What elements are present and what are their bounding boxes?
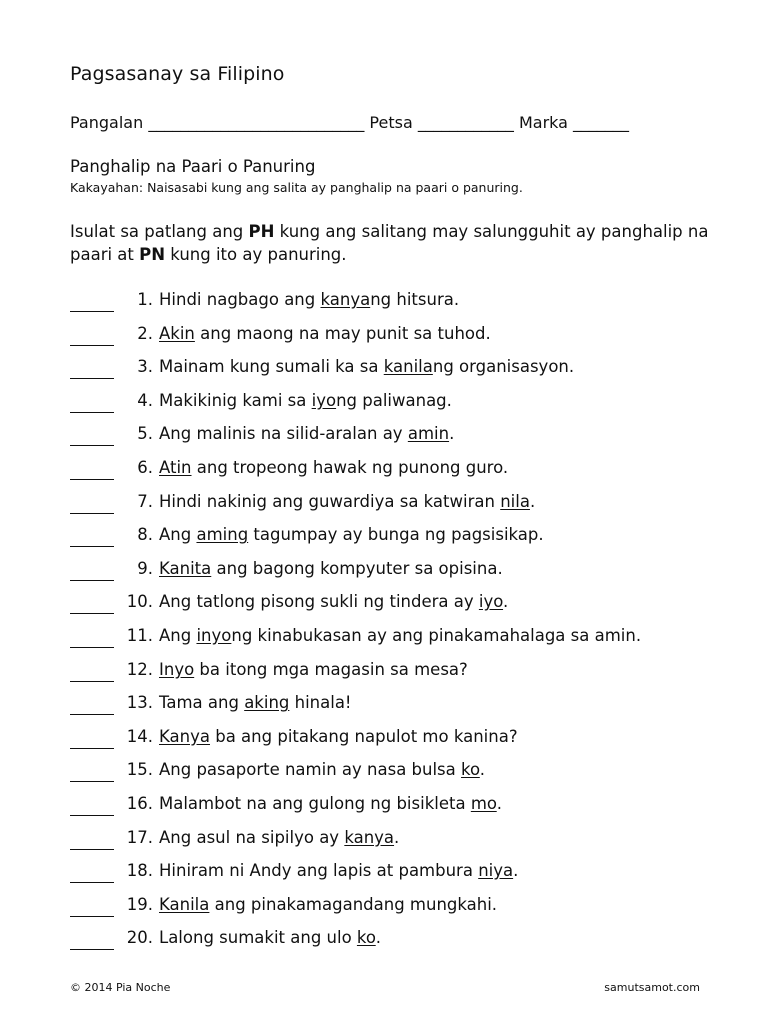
exercise-item [70,357,750,391]
exercise-item [70,391,750,425]
underlined-word: amin [407,424,450,444]
item-number: 14. [126,726,153,746]
item-sentence [159,760,485,779]
sentence-text-before: Ang [159,625,197,645]
answer-blank[interactable] [70,861,114,883]
item-number: 7. [137,491,153,511]
item-number: 15. [126,760,153,780]
answer-blank[interactable] [70,458,114,480]
instructions-text-1: Isulat sa patlang ang [70,222,249,241]
underlined-word: aking [244,693,290,713]
answer-blank[interactable] [70,391,114,413]
sentence-text-after: ang pinakamagandang mungkahi. [209,894,498,914]
answer-blank[interactable] [70,727,114,749]
item-sentence [159,492,535,511]
underlined-word: kanya [320,290,371,309]
item-sentence [159,727,518,746]
page-title: Pagsasanay sa Filipino [70,63,285,85]
answer-blank[interactable] [70,424,114,446]
underlined-word: kanila [383,357,433,377]
item-sentence [159,357,574,376]
section-title: Panghalip na Paari o Panuring [70,157,316,176]
underlined-word: Kanita [159,558,212,578]
exercise-item [70,895,750,929]
sentence-text-before: Ang asul na sipilyo ay [159,827,345,847]
item-sentence [159,828,399,847]
item-sentence [159,592,508,611]
instructions-text-3: kung ito ay panuring. [165,245,347,264]
code-pn: PN [139,245,166,264]
sentence-text-after: hinala! [289,693,352,713]
item-number: 19. [126,894,153,914]
underlined-word: inyo [196,625,232,645]
exercise-item [70,794,750,828]
sentence-text-after: . [375,928,381,948]
skill-description: Kakayahan: Naisasabi kung ang salita ay panghalip na paari o panuring. [70,180,523,195]
sentence-text-before: Ang tatlong pisong sukli ng tindera ay [159,592,479,612]
answer-blank[interactable] [70,324,114,346]
instructions [70,220,710,266]
answer-blank[interactable] [70,290,114,312]
underlined-word: Inyo [159,659,195,679]
sentence-text-after: . [496,793,502,813]
underlined-word: iyo [478,592,504,612]
underlined-word: Kanya [159,726,210,746]
underlined-word: aming [196,525,249,545]
score-label: Marka [518,113,568,132]
answer-blank[interactable] [70,794,114,816]
item-sentence [159,424,454,443]
underlined-word: nila [500,491,530,511]
sentence-text-after: ng organisasyon. [432,357,575,377]
item-sentence [159,693,352,712]
sentence-text-before: Mainam kung sumali ka sa [159,357,384,377]
sentence-text-before: Ang pasaporte namin ay nasa bulsa [159,760,462,780]
underlined-word: kanya [344,827,395,847]
exercise-item [70,928,750,962]
exercise-list [70,290,750,962]
sentence-text-after: tagumpay ay bunga ng pagsisikap. [248,525,544,545]
underlined-word: ko [356,928,376,948]
student-info-line [70,113,629,132]
exercise-item [70,592,750,626]
underlined-word: iyo [311,390,337,410]
exercise-item [70,626,750,660]
exercise-item [70,424,750,458]
item-number: 11. [126,625,153,645]
answer-blank[interactable] [70,828,114,850]
answer-blank[interactable] [70,357,114,379]
sentence-text-after: ba ang pitakang napulot mo kanina? [209,726,518,746]
exercise-item [70,727,750,761]
item-sentence [159,559,503,578]
sentence-text-after: ng paliwanag. [336,390,452,410]
sentence-text-after: . [513,861,519,881]
footer-copyright: © 2014 Pia Noche [70,981,171,994]
underlined-word: Atin [159,457,192,477]
item-number: 16. [126,793,153,813]
item-sentence [159,290,459,309]
exercise-item [70,660,750,694]
sentence-text-after: . [479,760,486,780]
exercise-item [70,458,750,492]
exercise-item [70,525,750,559]
answer-blank[interactable] [70,559,114,581]
item-sentence [159,458,508,477]
sentence-text-before: Hindi nagbago ang [159,290,321,309]
sentence-text-before: Tama ang [159,693,245,713]
exercise-item [70,324,750,358]
sentence-text-after: ang tropeong hawak ng punong guro. [191,457,509,477]
underlined-word: niya [478,861,514,881]
answer-blank[interactable] [70,525,114,547]
item-number: 9. [137,558,153,578]
sentence-text-before: Ang [159,525,197,545]
sentence-text-after: . [394,827,400,847]
item-sentence [159,660,468,679]
item-number: 13. [126,693,153,713]
item-sentence [159,928,381,947]
sentence-text-before: Malambot na ang gulong ng bisikleta [159,793,471,813]
exercise-item [70,693,750,727]
sentence-text-after: . [529,491,536,511]
item-sentence [159,895,497,914]
item-sentence [159,391,452,410]
sentence-text-after: . [449,424,455,444]
underlined-word: mo [470,793,497,813]
answer-blank[interactable] [70,626,114,648]
sentence-text-after: ba itong mga magasin sa mesa? [194,659,468,679]
exercise-item [70,492,750,526]
sentence-text-after: ang bagong kompyuter sa opisina. [211,558,503,578]
code-ph: PH [248,222,275,241]
sentence-text-after: ng hitsura. [370,290,460,309]
date-blank[interactable]: ____________ [417,113,514,132]
item-number: 10. [126,592,153,612]
underlined-word: ko [461,760,480,780]
exercise-item [70,828,750,862]
item-number: 4. [137,390,153,410]
item-sentence [159,861,518,880]
sentence-text-before: Ang malinis na silid-aralan ay [159,424,408,444]
exercise-item [70,559,750,593]
answer-blank[interactable] [70,660,114,682]
item-number: 20. [126,928,153,948]
item-sentence [159,525,544,544]
item-number: 5. [137,424,153,444]
item-number: 17. [126,827,153,847]
sentence-text-before: Hindi nakinig ang guwardiya sa katwiran [159,491,501,511]
item-number: 3. [137,357,153,377]
sentence-text-after: ng kinabukasan ay ang pinakamahalaga sa amin. [231,625,642,645]
item-number: 12. [126,659,153,679]
answer-blank[interactable] [70,592,114,614]
underlined-word: Kanila [159,894,210,914]
date-label: Petsa [369,113,413,132]
sentence-text-before: Lalong sumakit ang ulo [159,928,357,948]
exercise-item [70,760,750,794]
item-sentence [159,794,502,813]
sentence-text-after: . [503,592,509,612]
item-sentence [159,626,641,645]
sentence-text-after: ang maong na may punit sa tuhod. [194,323,491,343]
exercise-item [70,290,750,324]
sentence-text-before: Makikinig kami sa [159,390,312,410]
answer-blank[interactable] [70,895,114,917]
answer-blank[interactable] [70,693,114,715]
item-number: 2. [137,323,153,343]
sentence-text-before: Hiniram ni Andy ang lapis at pambura [159,861,479,881]
instructions-text-2: kung ang salitang may salungguhit ay panghalip na paari at [70,222,709,264]
item-number: 1. [137,290,153,309]
footer-site: samutsamot.com [604,981,700,994]
underlined-word: Akin [159,323,195,343]
name-label: Pangalan [70,113,144,132]
item-number: 8. [137,525,153,545]
score-blank[interactable]: _______ [573,113,630,132]
item-sentence [159,324,491,343]
item-number: 18. [126,861,153,881]
item-number: 6. [137,457,153,477]
exercise-item [70,861,750,895]
answer-blank[interactable] [70,760,114,782]
name-blank[interactable]: ___________________________ [148,113,365,132]
answer-blank[interactable] [70,928,114,950]
answer-blank[interactable] [70,492,114,514]
